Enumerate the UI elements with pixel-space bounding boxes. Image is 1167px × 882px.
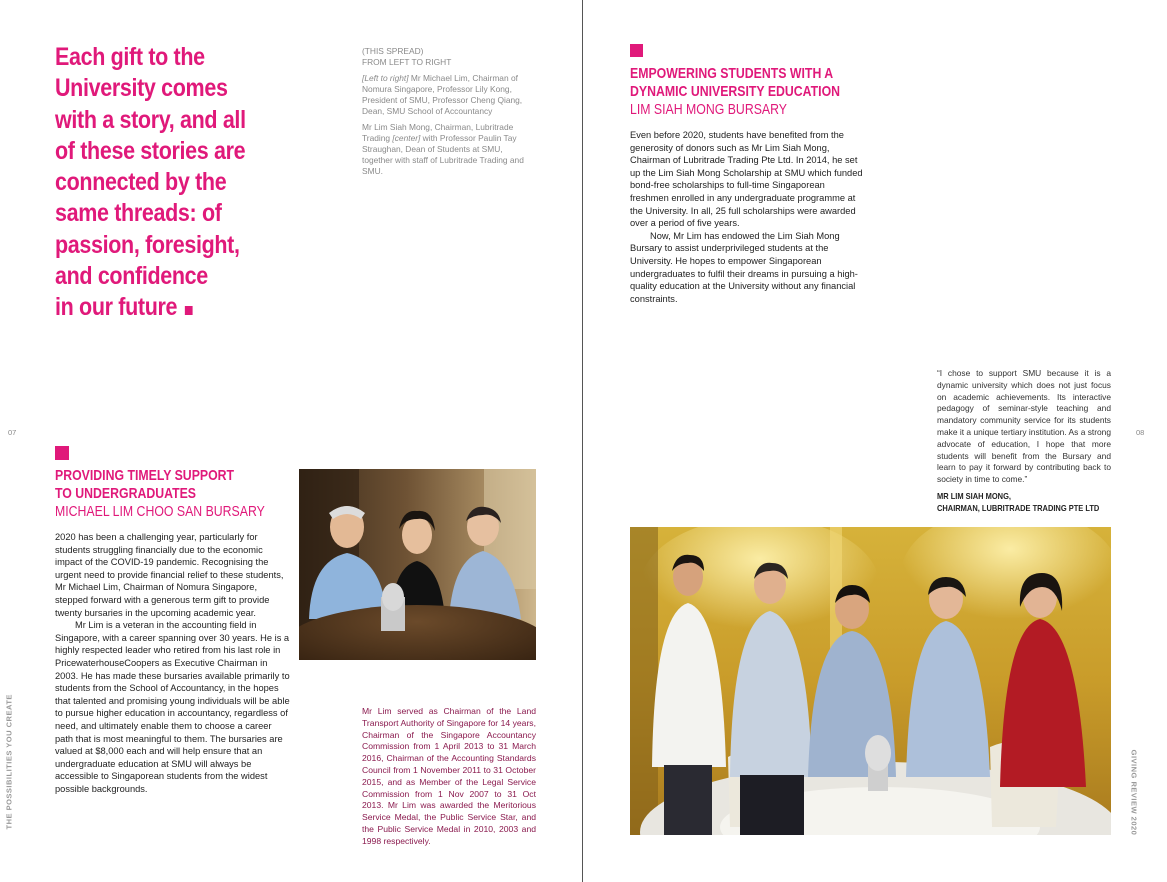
quote-role: CHAIRMAN, LUBRITRADE TRADING PTE LTD: [937, 502, 1100, 513]
left-section-subtitle: MICHAEL LIM CHOO SAN BURSARY: [55, 503, 265, 520]
right-body-para-2: Now, Mr Lim has endowed the Lim Siah Mong Bursary to assist underprivileged students at the University. He hopes to empower Singaporean undergraduates to fulfil their dreams in pursuing a high-quality education at the University without any financial constraints.: [630, 230, 858, 304]
right-section-title: [630, 65, 840, 119]
left-side-note: Mr Lim served as Chairman of the Land Transport Authority of Singapore for 14 years, Chairman of the Singapore Accountancy Commission from 1 April 2013 to 31 March 2016, Chairman of the Accounting Standards Council from 1 November 2011 to 31 October 2015, and as Member of the Legal Service Commission from 1 Nov 2007 to 31 Oct 2013. Mr Lim was awarded the Meritorious Service Medal, the Public Service Star, and the Public Service Medal in 2010, 2003 and 1998 respectively.: [362, 706, 536, 846]
vertical-label-right: GIVING REVIEW 2020: [1129, 749, 1139, 836]
donor-quote: “I chose to support SMU because it is a dynamic university which does not just focus on academic achievements. Its interactive pedagogy of seminar-style teaching and mandatory community service for its students make it a unique tertiary institution. As a strong advocate of education, I hope that more students will benefit from the Bursary and learn to pay it forward by contributing back to society in time to come.”: [937, 368, 1111, 485]
pull-quote-line: of these stories are: [55, 136, 246, 165]
pull-quote-line: same threads: of: [55, 199, 222, 228]
vertical-label-left: THE POSSIBILITIES YOU CREATE: [4, 694, 14, 830]
section-marker-icon: [630, 44, 643, 57]
pull-quote-line: with a story, and all: [55, 105, 246, 134]
photo-michael-lim-group: [299, 469, 536, 660]
right-title-line-1: EMPOWERING STUDENTS WITH A: [630, 65, 834, 82]
photo-illustration: [299, 469, 536, 660]
donor-quote-attribution: [937, 491, 1137, 514]
pull-quote-line-last: in our future: [55, 292, 261, 323]
caption-subheading: FROM LEFT TO RIGHT: [362, 57, 452, 67]
left-title-line-1: PROVIDING TIMELY SUPPORT: [55, 467, 235, 484]
left-body-para-1: 2020 has been a challenging year, particularly for students struggling financially due to the economic impact of the COVID-19 pandemic. Recognising the urgent need to provide financial relief to these students, Mr Michael Lim, Chairman of Nomura Singapore, stepped forward with a generous term gift to provide twenty bursaries in the upcoming academic year.: [55, 532, 284, 618]
left-title-line-2: TO UNDERGRADUATES: [55, 485, 197, 502]
quote-name: MR LIM SIAH MONG,: [937, 491, 1011, 501]
pull-quote: [55, 42, 261, 324]
left-body-text: [55, 531, 291, 795]
pull-quote-line: passion, foresight,: [55, 230, 240, 259]
pull-quote-line: Each gift to the: [55, 43, 205, 71]
section-marker-icon: [55, 446, 69, 460]
caption-heading: (THIS SPREAD): [362, 46, 424, 56]
right-body-text: [630, 129, 864, 305]
page-number-left: 07: [8, 428, 17, 437]
spread-photo-caption: [362, 46, 534, 182]
right-body-para-1: Even before 2020, students have benefited from the generosity of donors such as Mr Lim Siah Mong, Chairman of Lubritrade Trading Pte Ltd. In 2014, he set up the Lim Siah Mong Scholarship at SMU which funded bond-free scholarships to full-time Singaporean freshmen enrolled in any undergraduate programme at the University. In all, 25 full scholarships were awarded over a period of five years.: [630, 130, 863, 229]
page-number-right: 08: [1136, 428, 1145, 437]
caption-para-2: Mr Lim Siah Mong, Chairman, Lubritrade Trading [center] with Professor Paulin Tay Straughan, Dean of Students at SMU, together with staff of Lubritrade Trading and SMU.: [362, 122, 524, 176]
pull-quote-line: and confidence: [55, 262, 208, 291]
end-square-icon: [185, 306, 193, 315]
left-section-title: [55, 467, 265, 521]
photo-illustration: [630, 527, 1111, 835]
pull-quote-line: connected by the: [55, 168, 227, 197]
pull-quote-line: University comes: [55, 74, 228, 103]
page-gutter-divider: [582, 0, 583, 882]
caption-para-1: [Left to right] Mr Michael Lim, Chairman of Nomura Singapore, Professor Lily Kong, President of SMU, Professor Cheng Qiang, Dean, SMU School of Accountancy: [362, 73, 523, 116]
right-section-subtitle: LIM SIAH MONG BURSARY: [630, 101, 787, 118]
left-body-para-2: Mr Lim is a veteran in the accounting field in Singapore, with a career spanning over 30 years. He is a highly respected leader who retired from his last role in PricewaterhouseCoopers as Executive Chairman in 2003. He has made these bursaries available primarily to students from the School of Accountancy, in the hopes that talented and promising young individuals will be able to pursue higher education in accountancy, regardless of need, and ultimately enable them to choose a career path that is most meaningful to them. The bursaries are valued at $8,000 each and will help ensure that an undergraduate education at SMU will always be accessible to Singaporean students from the widest possible backgrounds.: [55, 620, 290, 794]
photo-lim-siah-mong-group: [630, 527, 1111, 835]
right-title-line-2: DYNAMIC UNIVERSITY EDUCATION: [630, 83, 841, 100]
